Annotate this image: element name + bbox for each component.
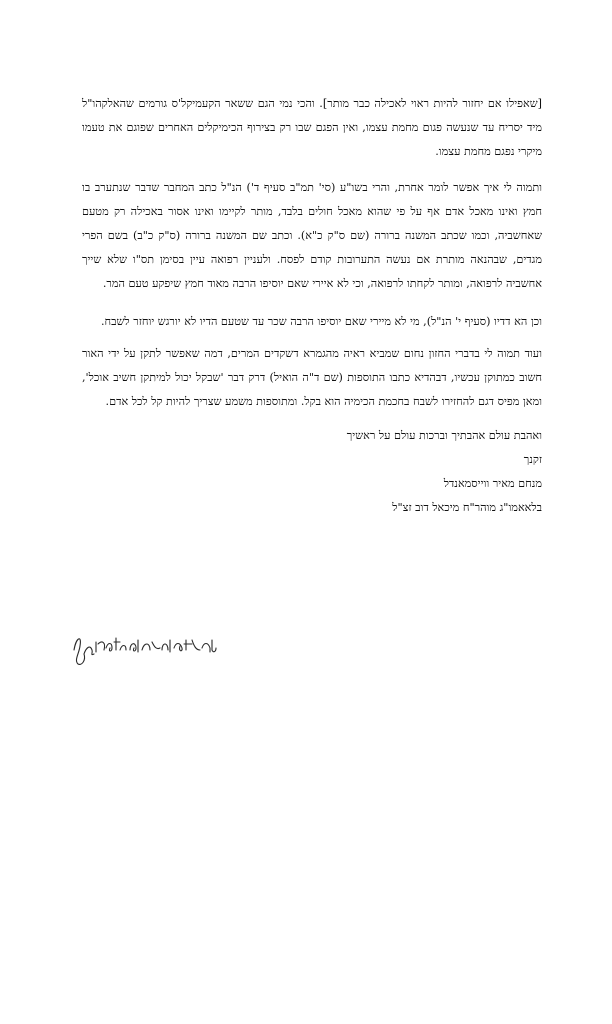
closing-relation: זקנך (523, 453, 542, 466)
closing-blessing: ואהבת עולם אהבתיך וברכות עולם על ראשיך (346, 429, 542, 442)
author-name: מנחם מאיר ווייסמאנדל (443, 477, 542, 490)
author-lineage: בלאאמו"ג מוהר"ח מיכאל דוב זצ"ל (392, 501, 542, 514)
handwritten-signature (70, 620, 220, 668)
letter-closing (82, 424, 542, 520)
paragraph-2: ותמוה לי איך אפשר לומר אחרת, והרי בשו"ע (סי' תמ"ב סעיף ד') הנ"ל כתב המחבר שדבר שנתערב בו חמץ ואינו מאכל אדם אף על פי שהוא מאכל חולים בלבד, מותר לקיימו ואינו אסור באכילה רק מטעם שאחשביה, וכמו שכתב המשנה ברורה (שם ס"ק כ"א). וכתב שם המשנה ברורה (ס"ק כ"ב) בשם הפרי מגדים, שבהנאה מותרת אם נעשה התערובות קודם לפסח. ולעניין רפואה עיין בסימן תס"ו שלא שייך אחשביה לרפואה, ומותר לקחתו לרפואה, וכי לא איירי שאם יוסיפו הרבה מאוד חמץ שיפקע טעם המר. (82, 181, 542, 290)
paragraph-1: [שאפילו אם יחזור להיות ראוי לאכילה כבר מותר]. והכי נמי הגם ששאר הקעמיקל'ס גורמים שהאלקהו"ל מיד יסריח עד שנעשה פגום מחמת עצמו, ואין הפגם שבו רק בצירוף הכימיקלים האחרים שפוגם את טעמו מיקרי נפגם מחמת עצמו. (82, 97, 542, 158)
letter-body (82, 92, 542, 520)
paragraph-3: וכן הא דדיו (סעיף י' הנ"ל), מי לא מיירי שאם יוסיפו הרבה שכר עד שטעם הדיו לא יורגש יוחזר לשבח. (100, 315, 542, 328)
paragraph-4: ועוד תמוה לי בדברי החזון נחום שמביא ראיה מהגמרא דשקדים המרים, דמה שאפשר לתקן על ידי האור חשוב כמתוקן עכשיו, דבהדיא כתבו התוספות (שם ד"ה הואיל) דרק דבר 'שבקל יכול למיתקן חשיב אוכל', ומאן מפיס דגם להחזירו לשבח בחכמת הכימיה הוא בקל. ומתוספות משמע שצריך להיות קל לכל אדם. (82, 347, 542, 408)
